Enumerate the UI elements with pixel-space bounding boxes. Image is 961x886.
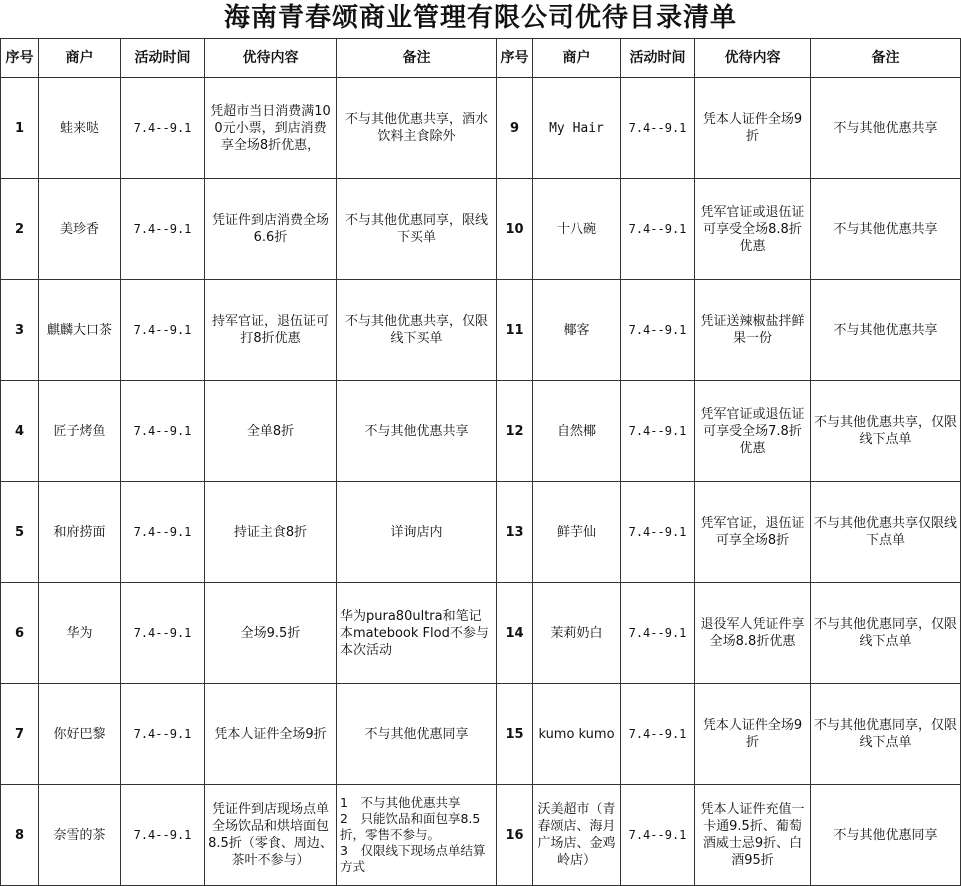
row-number: 15 [497, 684, 533, 785]
offer-content: 凭军官证或退伍证可享受全场8.8折优惠 [695, 179, 811, 280]
table-row [1, 78, 961, 179]
remark: 华为pura80ultra和笔记本matebook Flod不参与本次活动 [337, 583, 497, 684]
activity-period: 7.4--9.1 [121, 280, 205, 381]
merchant-name: 茉莉奶白 [533, 583, 621, 684]
row-number: 3 [1, 280, 39, 381]
offer-content: 凭超市当日消费满100元小票，到店消费享全场8折优惠， [205, 78, 337, 179]
header-no: 序号 [497, 39, 533, 78]
remark: 详询店内 [337, 482, 497, 583]
remark: 不与其他优惠同享，仅限线下点单 [811, 684, 961, 785]
header-period: 活动时间 [121, 39, 205, 78]
row-number: 11 [497, 280, 533, 381]
activity-period: 7.4--9.1 [621, 785, 695, 886]
discount-table [0, 38, 961, 886]
activity-period: 7.4--9.1 [621, 684, 695, 785]
offer-content: 退役军人凭证件享全场8.8折优惠 [695, 583, 811, 684]
offer-content: 凭军官证或退伍证可享受全场7.8折优惠 [695, 381, 811, 482]
activity-period: 7.4--9.1 [121, 482, 205, 583]
remark: 不与其他优惠同享，限线下买单 [337, 179, 497, 280]
merchant-name: 你好巴黎 [39, 684, 121, 785]
header-note: 备注 [811, 39, 961, 78]
remark: 不与其他优惠同享 [811, 785, 961, 886]
activity-period: 7.4--9.1 [121, 381, 205, 482]
table-row [1, 583, 961, 684]
row-number: 13 [497, 482, 533, 583]
header-merchant: 商户 [533, 39, 621, 78]
merchant-name: 十八碗 [533, 179, 621, 280]
remark: 不与其他优惠共享 [337, 381, 497, 482]
row-number: 1 [1, 78, 39, 179]
activity-period: 7.4--9.1 [121, 684, 205, 785]
merchant-name: 麒麟大口茶 [39, 280, 121, 381]
remark: 不与其他优惠共享，仅限线下点单 [811, 381, 961, 482]
remark: 不与其他优惠同享 [337, 684, 497, 785]
activity-period: 7.4--9.1 [621, 381, 695, 482]
table-row [1, 684, 961, 785]
header-merchant: 商户 [39, 39, 121, 78]
remark: 不与其他优惠共享，仅限线下买单 [337, 280, 497, 381]
merchant-name: kumo kumo [533, 684, 621, 785]
activity-period: 7.4--9.1 [121, 785, 205, 886]
merchant-name: 自然椰 [533, 381, 621, 482]
offer-content: 凭证件到店现场点单全场饮品和烘培面包8.5折（零食、周边、茶叶不参与） [205, 785, 337, 886]
remark: 不与其他优惠共享，酒水饮料主食除外 [337, 78, 497, 179]
activity-period: 7.4--9.1 [121, 179, 205, 280]
activity-period: 7.4--9.1 [121, 78, 205, 179]
header-no: 序号 [1, 39, 39, 78]
row-number: 16 [497, 785, 533, 886]
merchant-name: 鲜芋仙 [533, 482, 621, 583]
table-row [1, 280, 961, 381]
row-number: 9 [497, 78, 533, 179]
header-offer: 优待内容 [205, 39, 337, 78]
row-number: 2 [1, 179, 39, 280]
offer-content: 凭本人证件充值一卡通9.5折、葡萄酒威士忌9折、白酒95折 [695, 785, 811, 886]
offer-content: 凭证件到店消费全场6.6折 [205, 179, 337, 280]
merchant-name: 奈雪的茶 [39, 785, 121, 886]
merchant-name: 美珍香 [39, 179, 121, 280]
offer-content: 凭本人证件全场9折 [205, 684, 337, 785]
row-number: 7 [1, 684, 39, 785]
row-number: 14 [497, 583, 533, 684]
row-number: 8 [1, 785, 39, 886]
header-offer: 优待内容 [695, 39, 811, 78]
merchant-name: 沃美超市（青春颂店、海月广场店、金鸡岭店） [533, 785, 621, 886]
offer-content: 凭本人证件全场9折 [695, 684, 811, 785]
offer-content: 持证主食8折 [205, 482, 337, 583]
row-number: 6 [1, 583, 39, 684]
page-title: 海南青春颂商业管理有限公司优待目录清单 [223, 3, 737, 33]
table-row [1, 785, 961, 886]
table-row [1, 179, 961, 280]
row-number: 4 [1, 381, 39, 482]
header-row [1, 39, 961, 78]
remark: 不与其他优惠同享，仅限线下点单 [811, 583, 961, 684]
remark: 不与其他优惠共享 [811, 78, 961, 179]
table-row [1, 381, 961, 482]
row-number: 12 [497, 381, 533, 482]
activity-period: 7.4--9.1 [121, 583, 205, 684]
offer-content: 持军官证，退伍证可打8折优惠 [205, 280, 337, 381]
merchant-name: My Hair [533, 78, 621, 179]
row-number: 5 [1, 482, 39, 583]
merchant-name: 和府捞面 [39, 482, 121, 583]
table-row [1, 482, 961, 583]
offer-content: 全场9.5折 [205, 583, 337, 684]
remark: 不与其他优惠共享 [811, 280, 961, 381]
activity-period: 7.4--9.1 [621, 280, 695, 381]
activity-period: 7.4--9.1 [621, 179, 695, 280]
merchant-name: 匠子烤鱼 [39, 381, 121, 482]
header-period: 活动时间 [621, 39, 695, 78]
merchant-name: 蛙来哒 [39, 78, 121, 179]
offer-content: 凭军官证，退伍证可享全场8折 [695, 482, 811, 583]
activity-period: 7.4--9.1 [621, 482, 695, 583]
offer-content: 全单8折 [205, 381, 337, 482]
offer-content: 凭本人证件全场9折 [695, 78, 811, 179]
remark: 不与其他优惠共享仅限线下点单 [811, 482, 961, 583]
merchant-name: 椰客 [533, 280, 621, 381]
merchant-name: 华为 [39, 583, 121, 684]
activity-period: 7.4--9.1 [621, 78, 695, 179]
remark: 1 不与其他优惠共享 2 只能饮品和面包享8.5折，零售不参与。 3 仅限线下现场点单结算方式 [337, 785, 497, 886]
offer-content: 凭证送辣椒盐拌鲜果一份 [695, 280, 811, 381]
header-note: 备注 [337, 39, 497, 78]
activity-period: 7.4--9.1 [621, 583, 695, 684]
remark: 不与其他优惠共享 [811, 179, 961, 280]
row-number: 10 [497, 179, 533, 280]
